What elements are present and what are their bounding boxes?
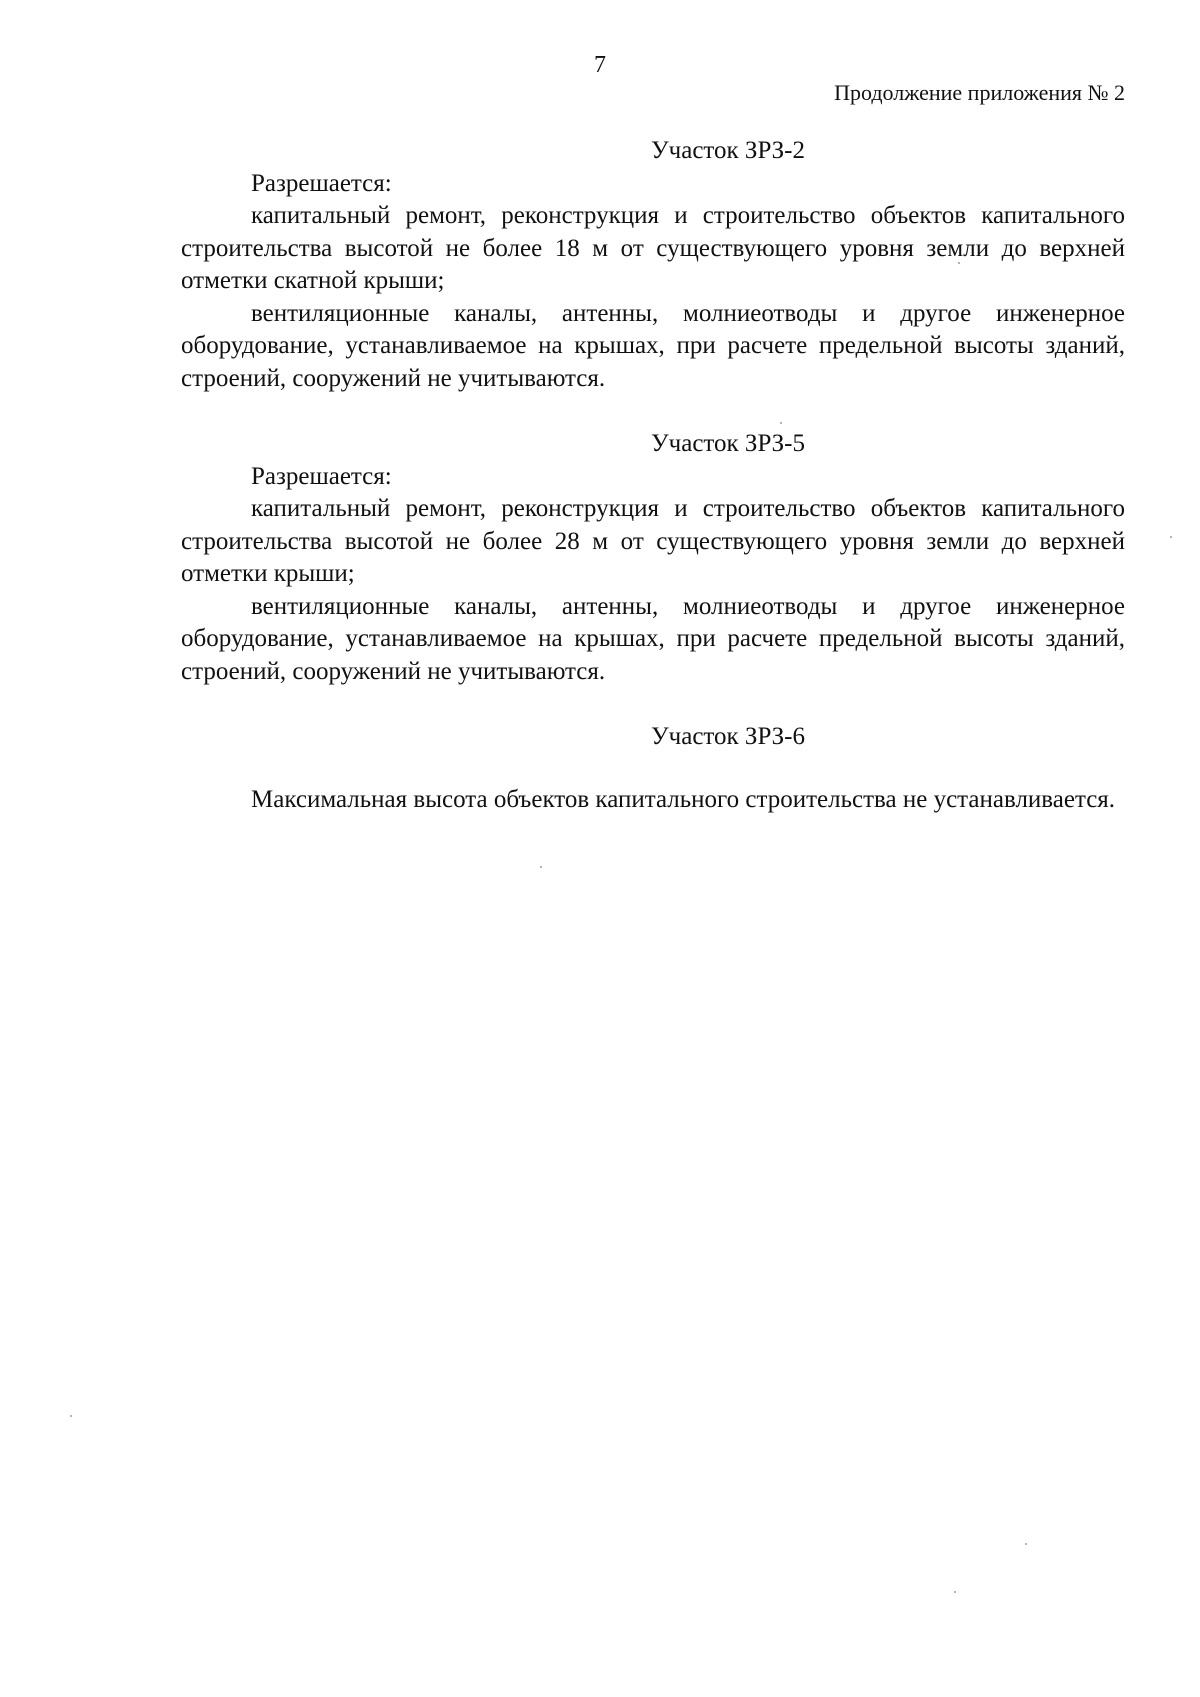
- paragraph: Максимальная высота объектов капитального строительства не устанавливается.: [251, 785, 1116, 813]
- scan-speck: [780, 422, 782, 424]
- section-zrz-2: [181, 135, 1125, 395]
- page-number: 7: [594, 52, 606, 78]
- scan-speck: [958, 262, 960, 264]
- allowed-label: Разрешается:: [251, 169, 392, 197]
- paragraph: капитальный ремонт, реконструкция и строительство объектов капитального строительства высотой не более 18 м от существующего уровня земли до верхней отметки скатной крыши;: [181, 202, 1125, 294]
- section-zrz-6: [181, 721, 1125, 816]
- scan-speck: [1025, 1543, 1027, 1545]
- scan-speck: [540, 866, 542, 868]
- allowed-label: Разрешается:: [251, 462, 392, 490]
- scan-speck: [954, 1591, 956, 1593]
- appendix-continuation-note: Продолжение приложения № 2: [834, 80, 1125, 105]
- section-zrz-5: [181, 428, 1125, 688]
- section-heading: Участок ЗРЗ-2: [650, 137, 806, 164]
- paragraph: вентиляционные каналы, антенны, молниеотводы и другое инженерное оборудование, устанавливаемое на крышах, при расчете предельной высоты зданий, строений, сооружений не учитываются.: [181, 299, 1125, 392]
- section-heading: Участок ЗРЗ-5: [650, 430, 806, 457]
- scan-speck: [1170, 536, 1172, 538]
- document-body: [181, 135, 1125, 849]
- section-heading: Участок ЗРЗ-6: [650, 723, 806, 750]
- scan-speck: [70, 1415, 72, 1417]
- paragraph: вентиляционные каналы, антенны, молниеотводы и другое инженерное оборудование, устанавливаемое на крышах, при расчете предельной высоты зданий, строений, сооружений не учитываются.: [181, 592, 1125, 685]
- paragraph: капитальный ремонт, реконструкция и строительство объектов капитального строительства высотой не более 28 м от существующего уровня земли до верхней отметки крыши;: [181, 495, 1125, 587]
